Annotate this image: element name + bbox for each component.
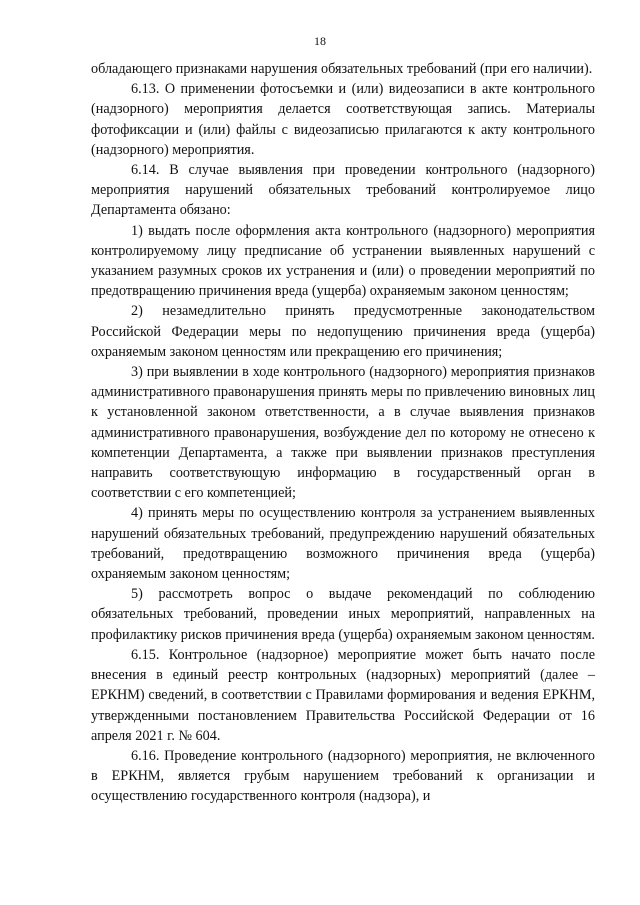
- paragraph-number: 6.16.: [131, 747, 160, 764]
- paragraph-text: Контрольное (надзорное) мероприятие может быть начато после внесения в единый реестр контрольных (надзорных) мероприятий (далее – ЕРКНМ) сведений, в соответствии с Правилами формирования и ведения ЕРКНМ, утвержденными постановлением Правительства Российской Федерации от 16 апреля 2021 г. № 604.: [91, 646, 595, 744]
- list-item-5: [91, 584, 595, 645]
- list-item-number: 2): [131, 303, 143, 320]
- paragraph-text: Проведение контрольного (надзорного) мероприятия, не включенного в ЕРКНМ, является грубым нарушением требований к организации и осуществлению государственного контроля (надзора), и: [91, 747, 595, 805]
- list-item-number: 3): [131, 364, 143, 381]
- list-item-number: 5): [131, 586, 143, 603]
- paragraph-6-16: [91, 746, 595, 807]
- document-body: [91, 59, 595, 807]
- paragraph-text: О применении фотосъемки и (или) видеозаписи в акте контрольного (надзорного) мероприятия делается соответствующая запись. Материалы фотофиксации и (или) файлы с видеозаписью прилагаются к акту контрольного (надзорного) мероприятия.: [91, 81, 595, 158]
- paragraph-6-15: [91, 645, 595, 746]
- list-item-number: 1): [131, 222, 143, 239]
- paragraph-number: 6.14.: [131, 162, 160, 179]
- list-item-text: принять меры по осуществлению контроля за устранением выявленных нарушений обязательных требований, предупреждению нарушений обязательных требований, предотвращению возможного причинения вреда (ущерба) охраняемым законом ценностям;: [91, 505, 595, 583]
- paragraph-number: 6.15.: [131, 646, 160, 663]
- paragraph-6-14: [91, 160, 595, 221]
- list-item-2: [91, 301, 595, 362]
- paragraph-text: обладающего признаками нарушения обязательных требований (при его наличии).: [91, 61, 593, 77]
- list-item-text: выдать после оформления акта контрольного (надзорного) мероприятия контролируемому лицу предписание об устранении выявленных нарушений с указанием разумных сроков их устранения и (или) о проведении мероприятий по предотвращению причинения вреда (ущерба) охраняемым законом ценностям;: [91, 222, 595, 300]
- list-item-3: [91, 362, 595, 503]
- list-item-text: рассмотреть вопрос о выдаче рекомендаций по соблюдению обязательных требований, проведении иных мероприятий, направленных на профилактику рисков причинения вреда (ущерба) охраняемым законом ценностям.: [91, 586, 595, 643]
- list-item-1: [91, 221, 595, 302]
- page-number: 18: [314, 34, 326, 48]
- paragraph-continuation: [91, 59, 595, 79]
- list-item-4: [91, 503, 595, 584]
- paragraph-6-13: [91, 79, 595, 160]
- list-item-number: 4): [131, 505, 143, 522]
- paragraph-text: В случае выявления при проведении контрольного (надзорного) мероприятия нарушений обязательных требований контролируемое лицо Департамента обязано:: [91, 162, 595, 219]
- paragraph-number: 6.13.: [131, 81, 160, 98]
- list-item-text: незамедлительно принять предусмотренные законодательством Российской Федерации меры по недопущению причинения вреда (ущерба) охраняемым законом ценностям или прекращению его причинения;: [91, 303, 595, 360]
- list-item-text: при выявлении в ходе контрольного (надзорного) мероприятия признаков административного правонарушения принять меры по привлечению виновных лиц к установленной законом ответственности, а в случае выявления признаков административного правонарушения, возбуждение дел по которому не отнесено к компетенции Департамента, а также при выявлении признаков преступления направить соответствующую информацию в государственный орган в соответствии с его компетенцией;: [91, 364, 595, 502]
